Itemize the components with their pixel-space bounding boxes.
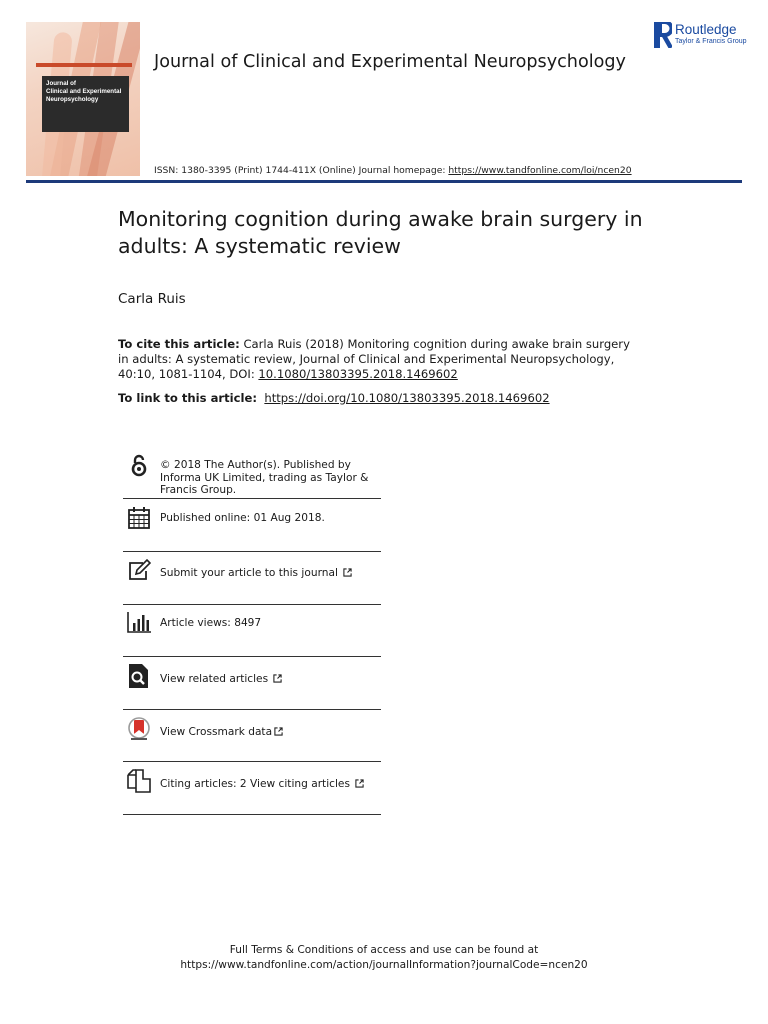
journal-homepage-link[interactable]: https://www.tandfonline.com/loi/ncen20 [448, 165, 632, 176]
link-label: To link to this article: [118, 391, 257, 405]
routledge-logo-icon [654, 22, 672, 48]
submit-label: Submit your article to this journal [160, 567, 338, 579]
article-views: Article views: 8497 [160, 617, 262, 629]
crossmark-label: View Crossmark data [160, 726, 273, 738]
open-access-icon [127, 454, 151, 478]
external-link-icon [273, 674, 282, 683]
citing-label: Citing articles: 2 View citing articles [160, 778, 350, 790]
article-link-block [118, 391, 638, 406]
publisher-logo[interactable] [654, 22, 746, 48]
doi-link[interactable]: 10.1080/13803395.2018.1469602 [258, 367, 458, 381]
external-link-icon [355, 779, 364, 788]
issn-text: ISSN: 1380-3395 (Print) 1744-411X (Online) Journal homepage: [154, 165, 449, 176]
published-date: Published online: 01 Aug 2018. [160, 512, 325, 524]
article-doi-url[interactable]: https://doi.org/10.1080/13803395.2018.1469602 [264, 391, 550, 405]
external-link-icon [274, 727, 283, 736]
header-rule [26, 180, 742, 183]
bar-chart-icon [127, 610, 151, 634]
article-title: Monitoring cognition during awake brain surgery in adults: A systematic review [118, 207, 643, 258]
cover-title-line: Clinical and Experimental [46, 88, 122, 95]
footer-terms [0, 943, 768, 972]
published-row [123, 498, 381, 552]
cite-text: Carla Ruis (2018) Monitoring cognition during awake brain surgery in adults: A systematic review, Journal of Clinical and Experimental Neuropsychology, 40:10, 1081-1104, DOI: [118, 337, 630, 381]
related-row[interactable] [123, 656, 381, 710]
calendar-icon [127, 506, 151, 530]
crossmark-link[interactable] [160, 726, 283, 739]
related-label: View related articles [160, 673, 269, 685]
edit-icon [127, 559, 151, 583]
citing-articles-link[interactable] [160, 778, 364, 791]
submit-row[interactable] [123, 551, 381, 605]
related-articles-link[interactable] [160, 673, 282, 686]
publisher-name: Routledge [675, 22, 737, 37]
open-access-row [123, 450, 381, 499]
open-access-text: © 2018 The Author(s). Published by Informa UK Limited, trading as Taylor & Francis Group. [160, 459, 369, 496]
journal-cover-thumbnail [26, 22, 140, 176]
search-document-icon [127, 664, 151, 688]
issn-line [154, 165, 632, 176]
publisher-group: Taylor & Francis Group [675, 38, 747, 45]
views-row [123, 604, 381, 657]
citing-icon [127, 769, 151, 793]
crossmark-icon [127, 717, 151, 741]
cover-title-line: Journal of [46, 80, 76, 87]
citation-block [118, 337, 638, 382]
citing-row[interactable] [123, 761, 381, 815]
cover-title-line: Neuropsychology [46, 96, 99, 103]
submit-article-link[interactable] [160, 567, 352, 580]
crossmark-row[interactable] [123, 709, 381, 762]
footer-terms-url[interactable]: https://www.tandfonline.com/action/journalInformation?journalCode=ncen20 [180, 958, 588, 971]
cover-accent-bar [36, 63, 132, 67]
footer-line: Full Terms & Conditions of access and use can be found at [229, 944, 539, 956]
journal-title: Journal of Clinical and Experimental Neuropsychology [154, 52, 626, 72]
article-author: Carla Ruis [118, 291, 186, 307]
external-link-icon [343, 568, 352, 577]
cover-title-box [42, 76, 129, 132]
cite-label: To cite this article: [118, 337, 240, 351]
